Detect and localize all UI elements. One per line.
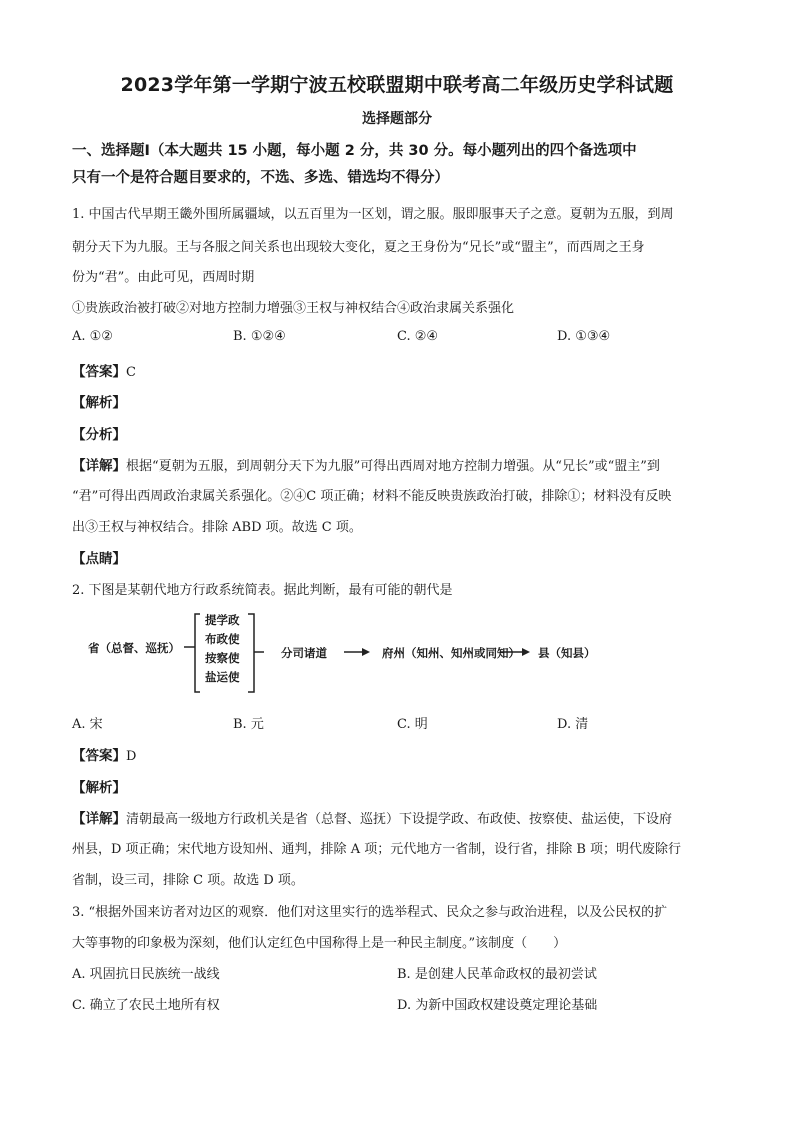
q1-detail-line-3: 出③王权与神权结合。排除 ABD 项。故选 C 项。 [72, 520, 362, 535]
q2-detail-label: 【详解】 [72, 811, 126, 827]
q1-option-a: A. ①② [72, 329, 113, 344]
admin-system-diagram [88, 610, 628, 700]
q1-option-b: B. ①②④ [233, 329, 286, 344]
diagram-province: 省（总督、巡抚） [88, 641, 180, 655]
q1-analysis-label: 【解析】 [72, 395, 126, 411]
q1-detail-label: 【详解】 [72, 458, 126, 474]
q2-stem: 2. 下图是某朝代地方行政系统简表。据此判断，最有可能的朝代是 [72, 583, 453, 598]
q1-answer-label: 【答案】 [72, 364, 126, 380]
q2-option-c: C. 明 [397, 717, 428, 732]
section-instructions [72, 138, 732, 192]
q1-answer-value: C [126, 365, 136, 380]
q2-option-b: B. 元 [233, 717, 264, 732]
q1-answer [72, 360, 136, 380]
diagram-office-1: 提学政 [205, 613, 240, 627]
q3-option-d: D. 为新中国政权建设奠定理论基础 [397, 998, 598, 1013]
q1-stem-line-2: 朝分天下为九服。王与各服之间关系也出现较大变化，夏之王身份为“兄长”或“盟主”，而西周之王身 [72, 240, 645, 255]
q2-detail-text-1: 清朝最高一级地方行政机关是省（总督、巡抚）下设提学政、布政使、按察使、盐运使，下设府 [126, 812, 673, 827]
q2-option-d: D. 清 [557, 717, 589, 732]
q3-stem-line-1: 3. “根据外国来访者对边区的观察．他们对这里实行的选举程式、民众之参与政治进程，以及公民权的扩 [72, 905, 668, 920]
q1-items: ①贵族政治被打破②对地方控制力增强③王权与神权结合④政治隶属关系强化 [72, 301, 515, 316]
q2-answer [72, 744, 136, 764]
diagram-county: 县（知县） [538, 646, 596, 660]
diagram-office-4: 盐运使 [205, 670, 240, 684]
q2-detail-line-1 [72, 807, 672, 827]
page-title: 2023学年第一学期宁波五校联盟期中联考高二年级历史学科试题 [120, 74, 674, 96]
page-subtitle: 选择题部分 [362, 111, 432, 127]
diagram-circuit: 分司诸道 [281, 646, 327, 660]
q1-fenxi-label: 【分析】 [72, 427, 126, 443]
q1-option-d: D. ①③④ [557, 329, 611, 344]
q1-stem-line-3: 份为“君”。由此可见，西周时期 [72, 270, 255, 285]
q3-option-b: B. 是创建人民革命政权的最初尝试 [397, 967, 597, 982]
q2-detail-line-3: 省制，设三司，排除 C 项。故选 D 项。 [72, 873, 304, 888]
q3-stem-line-2: 大等事物的印象极为深刻，他们认定红色中国称得上是一种民主制度。”该制度（ ） [72, 936, 567, 951]
q3-option-a: A. 巩固抗日民族统一战线 [72, 967, 220, 982]
q1-dianjing-label: 【点睛】 [72, 551, 126, 567]
q2-answer-value: D [126, 749, 137, 764]
q1-stem-line-1: 1. 中国古代早期王畿外围所属疆域，以五百里为一区划，谓之服。服即服事天子之意。夏朝为五服，到周 [72, 207, 674, 222]
q1-detail-line-1 [72, 454, 660, 474]
q2-answer-label: 【答案】 [72, 748, 126, 764]
section-line-1: 一、选择题Ⅰ（本大题共 15 小题，每小题 2 分，共 30 分。每小题列出的四个备选项中 [72, 143, 637, 159]
q1-detail-text-1: 根据“夏朝为五服，到周朝分天下为九服”可得出西周对地方控制力增强。从“兄长”或“盟主”到 [126, 459, 660, 474]
q3-option-c: C. 确立了农民土地所有权 [72, 998, 220, 1013]
q1-option-c: C. ②④ [397, 329, 439, 344]
q1-detail-line-2: “君”可得出西周政治隶属关系强化。②④C 项正确；材料不能反映贵族政治打破，排除①；材料没有反映 [72, 489, 672, 504]
section-line-2: 只有一个是符合题目要求的，不选、多选、错选均不得分） [72, 170, 449, 186]
diagram-office-2: 布政使 [205, 632, 240, 646]
q2-option-a: A. 宋 [72, 717, 103, 732]
diagram-prefecture: 府州（知州、知州或同知） [382, 646, 520, 660]
diagram-office-3: 按察使 [205, 651, 240, 665]
q2-detail-line-2: 州县，D 项正确；宋代地方设知州、通判，排除 A 项；元代地方一省制，设行省，排除 B 项；明代废除行 [72, 842, 682, 857]
q2-analysis-label: 【解析】 [72, 780, 126, 796]
